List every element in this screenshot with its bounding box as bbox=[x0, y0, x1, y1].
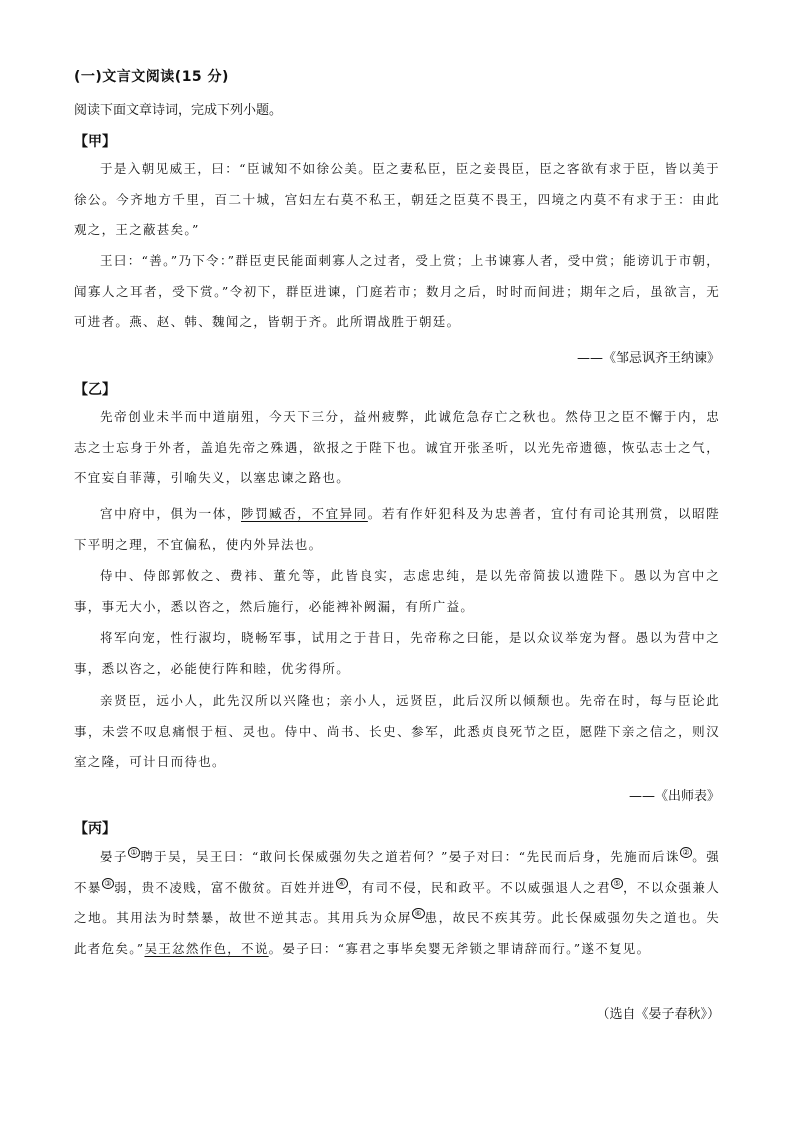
bing-text-4: 弱，贵不凌贱，富不傲贫。百姓并进 bbox=[113, 879, 336, 895]
underlined-sentence-yi: 陟罚臧否，不宜异同 bbox=[240, 506, 368, 521]
underlined-sentence-bing: 吴王忿然作色，不说 bbox=[144, 940, 269, 956]
passage-bing-source: （选自《晏子春秋》） bbox=[596, 1007, 720, 1022]
footnote-marker-2: ② bbox=[680, 847, 692, 858]
footnote-marker-5: ⑤ bbox=[611, 878, 623, 889]
footnote-marker-3: ③ bbox=[102, 878, 114, 889]
footnote-marker-6: ⑥ bbox=[412, 908, 424, 919]
bing-text-1: 晏子 bbox=[100, 849, 128, 864]
passage-yi-paragraph-1: 先帝创业未半而中道崩殂，今天下三分，益州疲弊，此诚危急存亡之秋也。然侍卫之臣不懈于内，忠志之士忘身于外者，盖追先帝之殊遇，欲报之于陛下也。诚宜开张圣听，以光先帝遗德，恢弘志士之气，不宜妄自菲薄，引喻失义，以塞忠谏之路也。 bbox=[74, 409, 720, 485]
bing-text-8: 。晏子曰：“寡君之事毕矣婴无斧锁之罪请辞而行。”遂不复见。 bbox=[268, 940, 651, 956]
passage-jia-paragraph-1: 于是入朝见威王，曰：“臣诚知不如徐公美。臣之妻私臣，臣之妾畏臣，臣之客欲有求于臣，皆以美于徐公。今齐地方千里，百二十城，宫妇左右莫不私王，朝廷之臣莫不畏王，四境之内莫不有求于王：由此观之，王之蔽甚矣。” bbox=[74, 161, 720, 237]
instructions: 阅读下面文章诗词，完成下列小题。 bbox=[74, 103, 283, 118]
passage-yi-paragraph-5: 亲贤臣，远小人，此先汉所以兴隆也；亲小人，远贤臣，此后汉所以倾颓也。先帝在时，每与臣论此事，未尝不叹息痛恨于桓、灵也。侍中、尚书、长史、参军，此悉贞良死节之臣，愿陛下亲之信之，则汉室之隆，可计日而待也。 bbox=[74, 693, 720, 769]
passage-label-bing: 【丙】 bbox=[74, 821, 116, 837]
footnote-marker-4: ④ bbox=[336, 878, 348, 889]
passage-bing-paragraph bbox=[74, 842, 720, 964]
footnote-marker-1: ① bbox=[128, 847, 140, 858]
passage-yi-paragraph-2 bbox=[74, 499, 720, 560]
bing-text-6: ，不以众强兼人之地。其用法为时禁暴，故世不逆其志。其用兵为众屏 bbox=[74, 879, 721, 925]
passage-yi-p2-text-a: 宫中府中，俱为一体， bbox=[100, 506, 241, 521]
passage-yi-paragraph-4: 将军向宠，性行淑均，晓畅军事，试用之于昔日，先帝称之曰能，是以众议举宠为督。愚以为营中之事，悉以咨之，必能使行阵和睦，优劣得所。 bbox=[74, 630, 720, 676]
passage-jia-source: ——《邹忌讽齐王纳谏》 bbox=[576, 351, 720, 366]
passage-yi-p2-text-b: 。若有作奸犯科及为忠善者，宜付有司论其刑赏，以昭陛下平明之理，不宜偏私，使内外异法也。 bbox=[74, 506, 720, 552]
bing-text-7: 患，故民不疾其劳。此长保威强勿失之道也。失此者危矣。” bbox=[74, 910, 721, 956]
passage-yi-source: ——《出师表》 bbox=[628, 789, 720, 804]
passage-label-jia: 【甲】 bbox=[74, 134, 116, 150]
passage-label-yi: 【乙】 bbox=[74, 382, 116, 398]
bing-text-5: ，有司不侵，民和政平。不以威强退人之君 bbox=[347, 879, 611, 895]
passage-jia-paragraph-2: 王曰：“善。”乃下令：”群臣吏民能面刺寡人之过者，受上赏；上书谏寡人者，受中赏；能谤讥于市朝，闻寡人之耳者，受下赏。”令初下，群臣进谏，门庭若市；数月之后，时时而间进；期年之后，虽欲言，无可进者。燕、赵、韩、魏闻之，皆朝于齐。此所谓战胜于朝廷。 bbox=[74, 253, 720, 329]
section-heading: (一)文言文阅读(15 分) bbox=[74, 69, 229, 85]
bing-text-3: 。强不暴 bbox=[74, 849, 721, 895]
bing-text-2: 聘于吴，吴王曰：“敢问长保威强勿失之道若何？”晏子对曰：“先民而后身，先施而后诛 bbox=[140, 849, 680, 864]
passage-yi-paragraph-3: 侍中、侍郎郭攸之、费祎、董允等，此皆良实，志虑忠纯，是以先帝简拔以遗陛下。愚以为宫中之事，事无大小，悉以咨之，然后施行，必能裨补阙漏，有所广益。 bbox=[74, 568, 720, 614]
